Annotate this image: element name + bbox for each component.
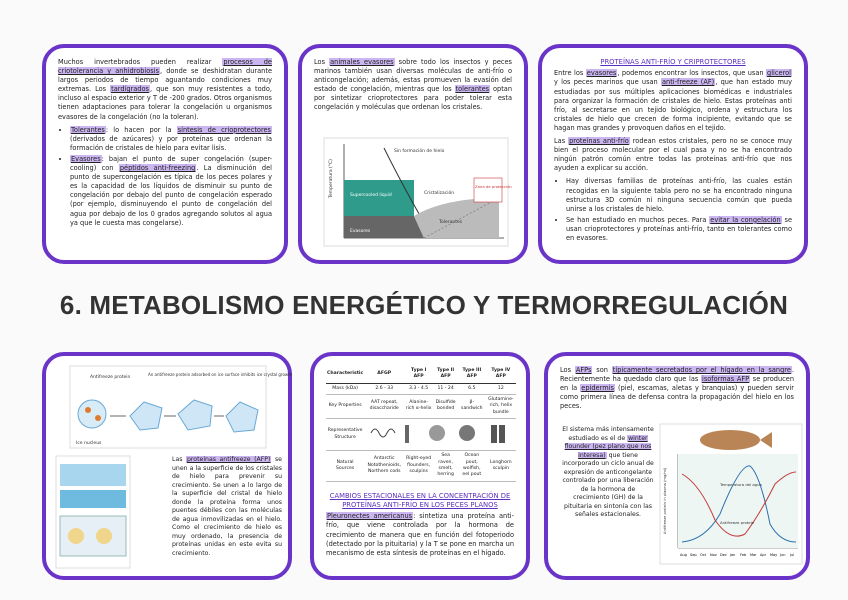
table-cell: Longhorn sculpin	[485, 451, 516, 481]
legend-label: Temperatura del agua	[720, 482, 762, 487]
card-tolerance-text	[42, 44, 288, 264]
text: Los	[314, 58, 330, 66]
text: , podemos encontrar los insectos, que usan	[617, 69, 767, 78]
table-cell: 12	[485, 383, 516, 394]
tick-label: Feb	[740, 553, 747, 557]
table-header: Characteristic	[326, 366, 364, 383]
card-afp-table-flounder	[310, 352, 530, 580]
highlight: síntesis de crioprotectores	[177, 125, 271, 134]
highlight: evitar la congelación	[710, 215, 781, 224]
text: . La disminución del punto de supercongelación es típica de los peces polares y es la capacidad de los líquidos de disminuir su punto de congelación por debajo del punto de congelación esperado (por ejemplo, disminuyendo el punto de congelación del agua por debajo de los 0 grados agregando solutos al agua ya que le cuesta mas congelarse).	[70, 164, 272, 227]
text: optan por sintetizar crioprotectores para poder tolerar esta congelación y moléculas que ordenan los cristales.	[314, 85, 512, 112]
tick-label: Dec	[720, 553, 727, 557]
table-cell: 6.5	[458, 383, 485, 394]
highlight: típicamente secretados por el hígado en la sangre	[612, 366, 791, 374]
flounder-seasonal-chart	[660, 424, 802, 564]
highlight: proteínas antifreeze (AFP)	[186, 456, 271, 463]
highlight: anti-freeze (AF)	[661, 78, 715, 87]
card1-paragraph	[58, 58, 272, 122]
text: Las	[554, 137, 569, 146]
table-cell: Glutamine-rich, helix bundle	[485, 394, 516, 418]
table-cell: 2.6 - 33	[364, 383, 404, 394]
text: , que son muy resistentes a todo, incluso al espacio exterior y T de -200 grados. Otros organismos tienen adaptaciones para tolerar la congelación u organismos evasores de la congelación (no la toleran).	[58, 85, 272, 121]
card3-list	[554, 177, 792, 243]
label: Ice nucleus	[76, 441, 102, 446]
card6-paragraph-1	[560, 366, 794, 411]
text: (piel, escamas, aletas y branquias) y pueden servir como primera línea de defensa contra la propagación del hielo en los peces.	[560, 384, 794, 411]
text: Las	[172, 456, 186, 463]
highlight: tardígrados	[111, 85, 149, 94]
list-item: • Hay diversas familias de proteínas anti-frío, las cuales están recogidas en la siguiente tabla pero no se ha encontrado ninguna estructura 3D común ni ninguna secuencia común que pueda unirse a los cristales de hielo.	[566, 177, 792, 213]
structure-images	[364, 418, 516, 450]
card1-list	[58, 126, 272, 228]
label: Cristalización	[424, 191, 455, 196]
table-cell: Antarctic Notothenioids, Northern cods	[364, 451, 404, 481]
highlight: proteínas anti-frío	[569, 137, 629, 146]
highlight: péptidos anti-freezing	[119, 164, 196, 173]
table-cell: β-sandwich	[458, 394, 485, 418]
text: sobre todo los insectos y peces marinos también usan diversas moléculas de anti-frío o anticongelación; además, estas promueven la evasión del estado de congelación, mientras que los	[314, 58, 512, 94]
card5-paragraph	[326, 512, 514, 557]
y-axis-label: Temperatura (°C)	[329, 159, 334, 198]
highlight: animales evasores	[330, 58, 394, 66]
label: Evasores	[350, 229, 371, 234]
tick-label: Jan	[730, 553, 736, 557]
text: : lo hacen por la	[105, 125, 177, 134]
label: Tolerantes	[439, 220, 463, 225]
table-cell: Mass (kDa)	[326, 383, 364, 394]
text: Se han estudiado en muchos peces. Para	[566, 215, 710, 224]
list-item	[70, 126, 272, 153]
card2-paragraph	[314, 58, 512, 113]
label: Supercooled liquid	[350, 193, 392, 198]
afp-types-table	[326, 366, 516, 482]
tick-label: Jun	[780, 553, 786, 557]
text: Entre los	[554, 69, 586, 78]
tick-label: Jul	[790, 553, 795, 557]
y-axis-label: Antifreeze protein in plasma (mg/ml)	[663, 467, 667, 534]
table-cell: Natural Sources	[326, 451, 364, 481]
table-cell: AAT repeat, disaccharide	[364, 394, 404, 418]
card3-title: PROTEÍNAS ANTI-FRÍO Y CRIPROTECTORES	[600, 58, 746, 66]
afp-ice-diagram	[70, 366, 293, 448]
text: . Recientemente ha quedado claro que las	[560, 366, 794, 384]
table-cell: Disulfide bonded	[433, 394, 458, 418]
highlight: winter flounder (pez plano que nos interesa)	[564, 434, 652, 459]
table-header: Type I AFP	[404, 366, 433, 383]
table-cell: 3.3 - 4.5	[404, 383, 433, 394]
table-cell: Alanine-rich α-helix	[404, 394, 433, 418]
card3-paragraph-1	[554, 69, 792, 133]
tick-label: Aug	[680, 553, 687, 557]
text: (derivados de azúcares) y por proteínas que ordenan la formación de cristales de hielo para evitar lisis.	[70, 134, 272, 152]
text: se usan crioprotectores y proteínas anti-frío, tanto en tolerantes como en evasores.	[566, 215, 792, 242]
card-antifreeze-proteins	[538, 44, 808, 264]
table-header: Type III AFP	[458, 366, 485, 383]
text: : bajan el punto de super congelación (super-cooling) con	[70, 154, 272, 173]
text: Los	[560, 366, 575, 374]
table-cell: Sea raven, smelt, herring	[433, 451, 458, 481]
table-row	[326, 394, 516, 418]
highlight: evasores	[586, 69, 617, 78]
table-header: Type II AFP	[433, 366, 458, 383]
highlight: Evasores	[71, 154, 101, 163]
highlight: epidermis	[581, 384, 614, 393]
afp-binding-diagram	[56, 456, 130, 568]
table-row	[326, 418, 516, 450]
text: se producen en la	[560, 375, 794, 393]
highlight: AFPs	[575, 366, 592, 374]
highlight: isoformas AFP	[702, 375, 750, 384]
table-cell: Ocean pout, wolfish, eel pout	[458, 451, 485, 481]
highlight: Pleuronectes americanus	[327, 512, 413, 521]
protein-structures	[365, 421, 515, 445]
label: Zona de protección	[475, 184, 512, 189]
section-heading: 6. METABOLISMO ENERGÉTICO Y TERMORREGULACIÓN	[59, 290, 789, 320]
text: El sistema más intensamente estudiado es el de	[562, 426, 654, 442]
highlight: Tolerantes	[71, 125, 105, 134]
card-afp-mechanism	[42, 352, 292, 580]
table-header-row	[326, 366, 516, 383]
label: Sin formación de hielo	[394, 149, 445, 154]
label: Antifreeze protein	[90, 375, 131, 380]
card3-paragraph-2	[554, 137, 792, 173]
text: rodean estos cristales, pero no se conoce muy bien el proceso molecular por el cual pasa y no se ha encontrado ningún patrón común entre todas las proteínas anti-frío que nos ayuden a explicar su acción.	[554, 137, 792, 173]
table-cell: Representative Structure	[326, 418, 364, 450]
table-header: AFGP	[364, 366, 404, 383]
card-afp-secretion	[544, 352, 810, 580]
tick-label: Mar	[750, 553, 757, 557]
text: , donde se deshidratan durante largos periodos de tiempo aguantando condiciones muy extremas. Los	[58, 67, 272, 94]
tick-label: May	[770, 553, 778, 557]
text: Muchos invertebrados pueden realizar	[58, 58, 223, 66]
table-row	[326, 451, 516, 481]
text: , que han estado muy estudiadas por sus múltiples aplicaciones biomédicas e industriales para organizar la formación de cristales de hielo. Estas proteínas anti frío, al secretarse en un tejido biológico, ordena y estructura los cristales de hielo que crecen de forma incipiente, evitando que se hagan mas grandes y provoquen daños en el tejido.	[554, 78, 792, 132]
table-cell: Right-eyed flounders, sculpins	[404, 451, 433, 481]
highlight: tolerantes	[455, 85, 490, 94]
table-header: Type IV AFP	[485, 366, 516, 383]
highlight: glicerol	[767, 69, 791, 78]
card5-title: CAMBIOS ESTACIONALES EN LA CONCENTRACIÓN DE PROTEÍNAS ANTI-FRÍO EN LOS PECES PLANOS	[329, 491, 511, 509]
card-evasores-text	[298, 44, 528, 264]
card4-paragraph	[172, 456, 282, 559]
card6-paragraph-2	[562, 426, 654, 520]
table-cell: Key Properties	[326, 394, 364, 418]
text: : sintetiza una proteína anti-frío, que viene controlada por la hormona de crecimiento de manera que en función del fotoperiodo (detectado por la pituitaria) y la T se pone en marcha un mecanismo de esta síntesis de proteínas en el hígado.	[326, 512, 514, 557]
highlight: procesos de criotolerancia y anhidrobiosis	[58, 58, 272, 76]
supercooling-diagram	[324, 138, 512, 246]
table-cell: 11 - 24	[433, 383, 458, 394]
tick-label: Sep	[690, 553, 697, 557]
tick-label: Oct	[700, 553, 707, 557]
tick-label: Apr	[760, 553, 767, 557]
text: se unen a la superficie de los cristales de hielo para prevenir su crecimiento. Se unen a lo largo de la superficie del cristal de hielo donde la proteína forma unos puentes débiles con las moléculas de agua inmovilizadas en el hielo. Como el crecimiento de hielo es muy ordenado, la presencia de proteínas unidas en este evita su crecimiento.	[172, 456, 282, 558]
list-item	[70, 155, 272, 228]
list-item	[566, 216, 792, 243]
table-row	[326, 383, 516, 394]
label: An antifreeze protein adsorbed on ice surface inhibits ice crystal growth	[148, 372, 293, 377]
text: son	[592, 366, 612, 374]
legend-label: Antifreeze protein	[720, 520, 755, 525]
tick-label: Nov	[710, 553, 717, 557]
text: que tiene incorporado un ciclo anual de expresión de anticongelante controlado por una liberación de la hormona de crecimiento (GH) de la pituitaria en sintonía con las señales estacionales.	[562, 451, 654, 519]
text: y los peces marinos que usan	[554, 78, 661, 87]
